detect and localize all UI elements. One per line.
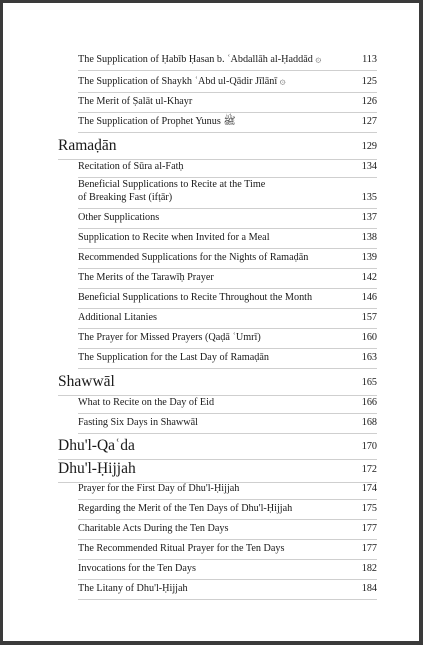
toc-page-number: 177 bbox=[361, 523, 377, 534]
toc-page-number: 182 bbox=[361, 563, 377, 574]
toc-entry-title: Additional Litanies bbox=[78, 312, 157, 323]
toc-entry-title: Regarding the Merit of the Ten Days of Dhu'l-Ḥijjah bbox=[78, 503, 293, 514]
toc-page-number: 135 bbox=[361, 192, 377, 203]
toc-page-number: 175 bbox=[361, 503, 377, 514]
toc-entry-title-line: Beneficial Supplications to Recite at the Time bbox=[78, 179, 266, 190]
toc-entry-title: The Supplication for the Last Day of Ramaḍān bbox=[78, 352, 269, 363]
toc-divider bbox=[78, 328, 377, 329]
toc-entry-title: Other Supplications bbox=[78, 212, 160, 223]
toc-divider bbox=[78, 288, 377, 289]
toc-entry-title: The Supplication of Prophet Yunus ﷺ bbox=[78, 116, 236, 127]
toc-entry-title: Fasting Six Days in Shawwāl bbox=[78, 417, 198, 428]
toc-divider bbox=[78, 559, 377, 560]
toc-divider bbox=[78, 348, 377, 349]
toc-divider bbox=[78, 132, 377, 133]
toc-entry-title: Recommended Supplications for the Nights of Ramaḍān bbox=[78, 252, 309, 263]
toc-entry-title: What to Recite on the Day of Eid bbox=[78, 397, 215, 408]
toc-divider bbox=[78, 70, 377, 71]
toc-page-number: 134 bbox=[361, 161, 377, 172]
toc-page-number: 174 bbox=[361, 483, 377, 494]
book-page bbox=[3, 3, 419, 641]
toc-divider bbox=[78, 433, 377, 434]
toc-divider bbox=[78, 92, 377, 93]
toc-page-number: 157 bbox=[361, 312, 377, 323]
toc-entry-title bbox=[78, 178, 348, 204]
toc-page-number: 170 bbox=[361, 441, 377, 452]
toc-entry-title: Charitable Acts During the Ten Days bbox=[78, 523, 229, 534]
toc-divider bbox=[78, 308, 377, 309]
toc-entry-title: Ramaḍān bbox=[58, 137, 117, 154]
toc-entry-title: The Merit of Ṣalāt ul-Khayr bbox=[78, 96, 193, 107]
toc-entry-title: Dhu'l-Qaʿda bbox=[58, 437, 135, 454]
toc-entry-title-line: of Breaking Fast (ifṭār) bbox=[78, 192, 173, 203]
toc-page-number: 172 bbox=[361, 464, 377, 475]
toc-entry-title: Supplication to Recite when Invited for a Meal bbox=[78, 232, 270, 243]
toc-page-number: 126 bbox=[361, 96, 377, 107]
toc-entry-title: The Litany of Dhu'l-Ḥijjah bbox=[78, 583, 188, 594]
table-of-contents bbox=[3, 3, 419, 641]
toc-divider bbox=[78, 413, 377, 414]
toc-page-number: 168 bbox=[361, 417, 377, 428]
toc-entry-title: Beneficial Supplications to Recite Throughout the Month bbox=[78, 292, 313, 303]
toc-page-number: 125 bbox=[361, 76, 377, 87]
toc-divider bbox=[78, 368, 377, 369]
toc-page-number: 127 bbox=[361, 116, 377, 127]
toc-page-number: 113 bbox=[362, 54, 377, 65]
toc-entry-title: Recitation of Sūra al-Fatḥ bbox=[78, 161, 184, 172]
toc-page-number: 163 bbox=[361, 352, 377, 363]
toc-entry-title: Invocations for the Ten Days bbox=[78, 563, 196, 574]
toc-divider bbox=[78, 539, 377, 540]
toc-divider bbox=[78, 519, 377, 520]
toc-page-number: 139 bbox=[361, 252, 377, 263]
toc-divider bbox=[78, 579, 377, 580]
toc-entry-title: The Prayer for Missed Prayers (Qaḍā ʿUmrī) bbox=[78, 332, 261, 343]
toc-page-number: 165 bbox=[361, 377, 377, 388]
toc-divider bbox=[78, 248, 377, 249]
toc-page-number: 146 bbox=[361, 292, 377, 303]
toc-divider bbox=[78, 268, 377, 269]
toc-page-number: 138 bbox=[361, 232, 377, 243]
toc-page-number: 160 bbox=[361, 332, 377, 343]
toc-entry-title: The Recommended Ritual Prayer for the Ten Days bbox=[78, 543, 285, 554]
toc-entry-title: The Supplication of Shaykh ʿAbd ul-Qādir Jīlānī ۞ bbox=[78, 76, 286, 87]
toc-page-number: 142 bbox=[361, 272, 377, 283]
toc-page-number: 184 bbox=[361, 583, 377, 594]
toc-page-number: 177 bbox=[361, 543, 377, 554]
toc-divider bbox=[78, 228, 377, 229]
toc-entry-title: Prayer for the First Day of Dhu'l-Ḥijjah bbox=[78, 483, 240, 494]
toc-page-number: 166 bbox=[361, 397, 377, 408]
toc-page-number: 137 bbox=[361, 212, 377, 223]
toc-divider bbox=[78, 112, 377, 113]
toc-entry-title: Shawwāl bbox=[58, 373, 115, 390]
toc-divider bbox=[78, 208, 377, 209]
toc-page-number: 129 bbox=[361, 141, 377, 152]
toc-divider bbox=[78, 499, 377, 500]
toc-divider bbox=[78, 599, 377, 600]
toc-entry-title: Dhu'l-Ḥijjah bbox=[58, 460, 136, 477]
toc-entry-title: The Supplication of Ḥabīb Ḥasan b. ʿAbdallāh al-Ḥaddād ۞ bbox=[78, 54, 322, 65]
toc-entry-title: The Merits of the Tarawīḥ Prayer bbox=[78, 272, 214, 283]
